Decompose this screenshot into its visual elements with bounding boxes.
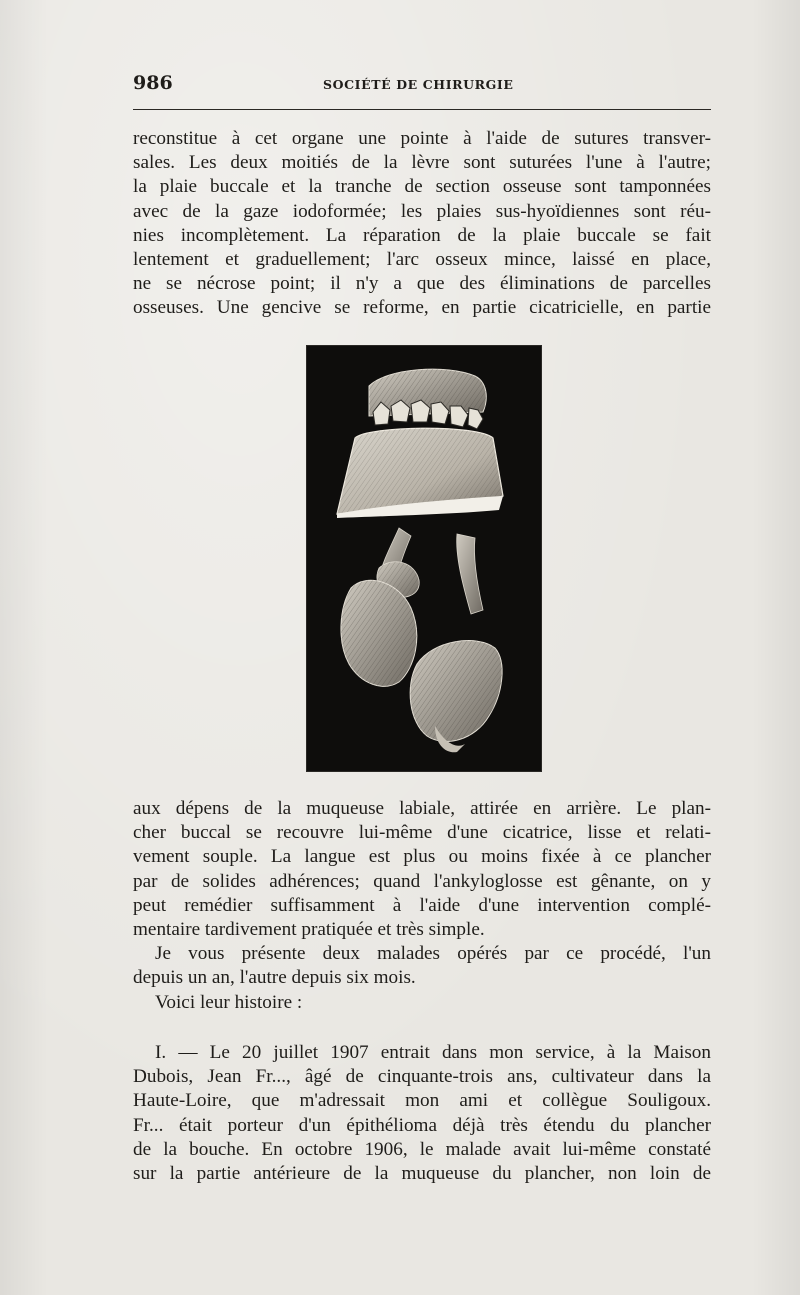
text-line: Haute-Loire, que m'adressait mon ami et collègue Souligoux. — [133, 1090, 711, 1112]
running-head: SOCIÉTÉ DE CHIRURGIE — [323, 77, 514, 92]
text-line: cher buccal se recouvre lui-même d'une cicatrice, lisse et relati- — [133, 822, 711, 844]
text-line: Fr... était porteur d'un épithélioma déjà très étendu du plancher — [133, 1114, 711, 1136]
text-line: vement souple. La langue est plus ou moins fixée à ce plancher — [133, 846, 711, 868]
text-line: nies incomplètement. La réparation de la plaie buccale se fait — [133, 224, 711, 246]
text-line: sales. Les deux moitiés de la lèvre sont suturées l'une à l'autre; — [133, 152, 711, 174]
anatomical-specimen-icon — [307, 346, 541, 771]
paragraph-1 — [133, 127, 711, 321]
text-line: Voici leur histoire : — [155, 991, 303, 1013]
text-line: lentement et graduellement; l'arc osseux mince, laissé en place, — [133, 249, 711, 271]
text-line: mentaire tardivement pratiquée et très simple. — [133, 919, 485, 941]
text-line: depuis un an, l'autre depuis six mois. — [133, 967, 416, 989]
specimen-figure — [306, 345, 542, 772]
text-line: la plaie buccale et la tranche de section osseuse sont tamponnées — [133, 176, 711, 198]
text-line: Je vous présente deux malades opérés par ce procédé, l'un — [155, 943, 711, 965]
text-line: par de solides adhérences; quand l'ankyloglosse est gênante, on y — [133, 870, 711, 892]
text-line: reconstitue à cet organe une pointe à l'aide de sutures transver- — [133, 128, 711, 149]
text-line: I. — Le 20 juillet 1907 entrait dans mon service, à la Maison — [155, 1042, 711, 1063]
text-line: aux dépens de la muqueuse labiale, attirée en arrière. Le plan- — [133, 798, 711, 819]
text-line: de la bouche. En octobre 1906, le malade avait lui-même constaté — [133, 1138, 711, 1160]
text-line: ne se nécrose point; il n'y a que des éliminations de parcelles — [133, 273, 711, 295]
text-line: peut remédier suffisamment à l'aide d'une intervention complé- — [133, 894, 711, 916]
paragraph-3 — [133, 1041, 711, 1186]
text-line: sur la partie antérieure de la muqueuse du plancher, non loin de — [133, 1163, 711, 1185]
text-line: Dubois, Jean Fr..., âgé de cinquante-trois ans, cultivateur dans la — [133, 1066, 711, 1088]
text-line: osseuses. Une gencive se reforme, en partie cicatricielle, en partie — [133, 297, 711, 319]
header-rule — [133, 109, 711, 110]
text-line: avec de la gaze iodoformée; les plaies sus-hyoïdiennes sont réu- — [133, 200, 711, 222]
paragraph-2 — [133, 797, 711, 1015]
page-header — [133, 72, 711, 100]
page-number: 986 — [133, 72, 173, 94]
